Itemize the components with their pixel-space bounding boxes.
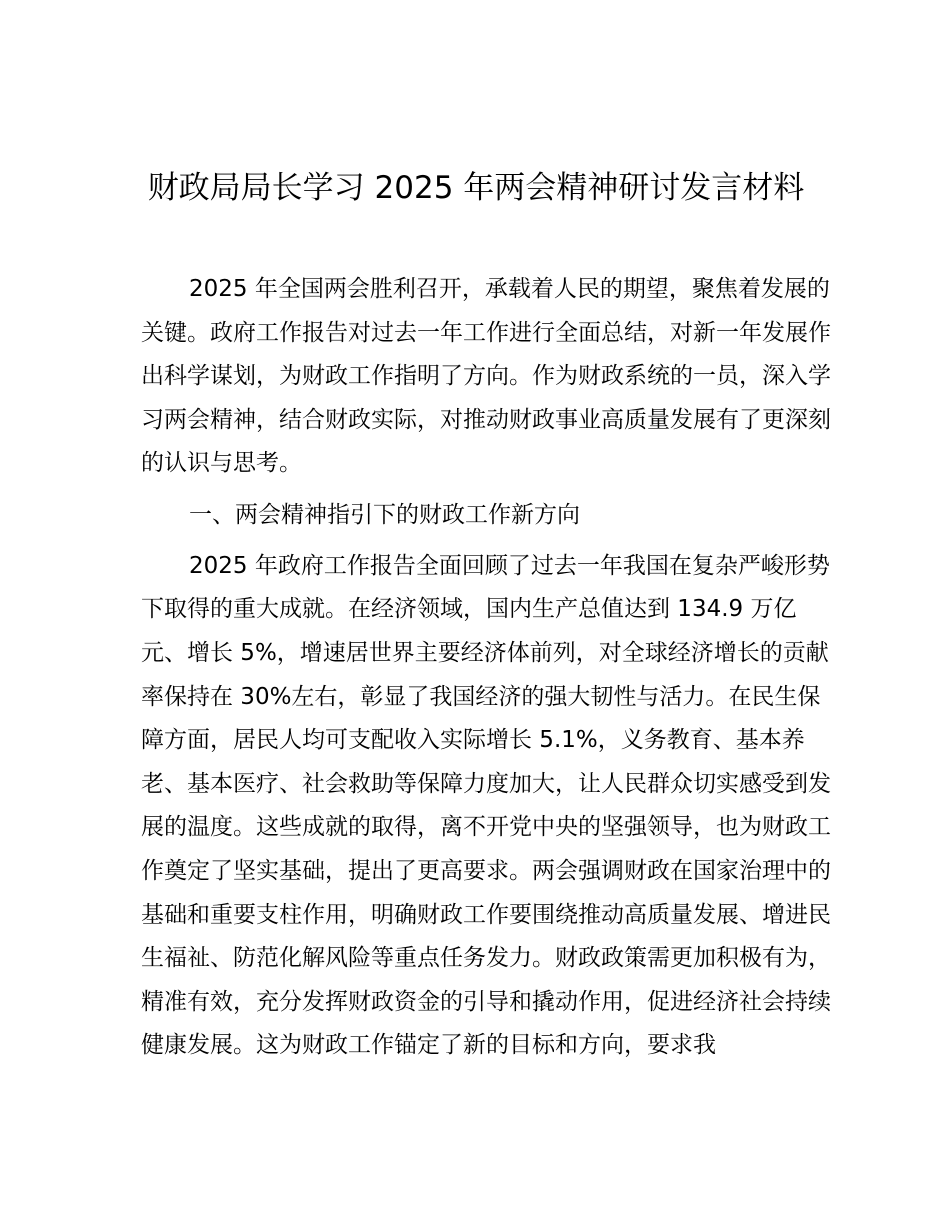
document-title: 财政局局长学习 2025 年两会精神研讨发言材料 <box>147 170 805 206</box>
document-body <box>141 268 831 1068</box>
intro-paragraph: 2025 年全国两会胜利召开，承载着人民的期望，聚焦着发展的关键。政府工作报告对过去一年工作进行全面总结，对新一年发展作出科学谋划，为财政工作指明了方向。作为财政系统的一员，深入学习两会精神，结合财政实际，对推动财政事业高质量发展有了更深刻的认识与思考。 <box>141 276 831 477</box>
section-paragraph: 2025 年政府工作报告全面回顾了过去一年我国在复杂严峻形势下取得的重大成就。在经济领域，国内生产总值达到 134.9 万亿元、增长 5%，增速居世界主要经济体前列，对全球经济增长的贡献率保持在 30%左右，彰显了我国经济的强大韧性与活力。在民生保障方面，居民人均可支配收入实际增长 5.1%，义务教育、基本养老、基本医疗、社会救助等保障力度加大，让人民群众切实感受到发展的温度。这些成就的取得，离不开党中央的坚强领导，也为财政工作奠定了坚实基础，提出了更高要求。两会强调财政在国家治理中的基础和重要支柱作用，明确财政工作要围绕推动高质量发展、增进民生福祉、防范化解风险等重点任务发力。财政政策需更加积极有为，精准有效，充分发挥财政资金的引导和撬动作用，促进经济社会持续健康发展。这为财政工作锚定了新的目标和方向，要求我 <box>141 552 831 1059</box>
section-heading: 一、两会精神指引下的财政工作新方向 <box>189 501 580 528</box>
paragraph-gap <box>141 486 831 494</box>
paragraph-gap <box>141 537 831 545</box>
